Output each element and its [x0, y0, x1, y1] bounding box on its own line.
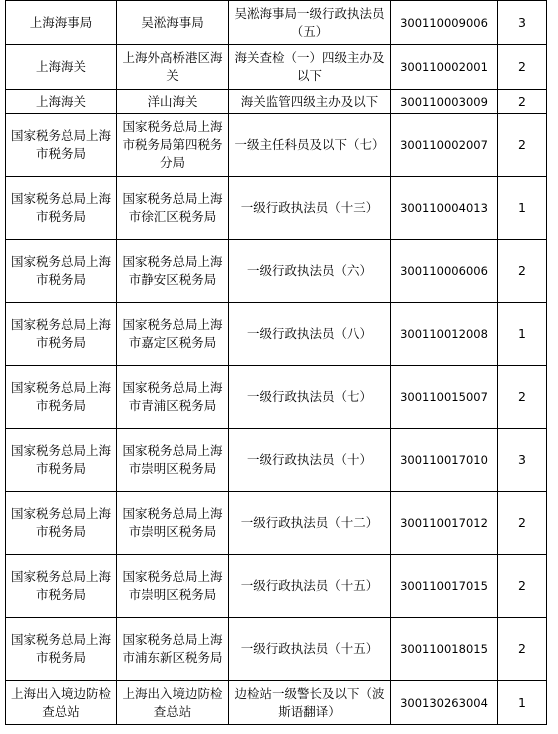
- code-cell: 300110018015: [391, 618, 498, 681]
- table-row: [6, 366, 547, 429]
- position-cell: 一级行政执法员（十二）: [229, 492, 391, 555]
- code-cell: 300110002007: [391, 114, 498, 177]
- table-row: [6, 429, 547, 492]
- count-cell: 3: [498, 1, 547, 45]
- count-cell: 2: [498, 114, 547, 177]
- dept-cell: 国家税务总局上海市税务局: [6, 240, 117, 303]
- count-cell: 2: [498, 366, 547, 429]
- dept-cell: 上海海关: [6, 45, 117, 90]
- position-cell: 一级行政执法员（十）: [229, 429, 391, 492]
- code-cell: 300110006006: [391, 240, 498, 303]
- position-cell: 一级行政执法员（十三）: [229, 177, 391, 240]
- position-cell: 海关查检（一）四级主办及以下: [229, 45, 391, 90]
- unit-cell: 国家税务总局上海市崇明区税务局: [117, 492, 229, 555]
- dept-cell: 国家税务总局上海市税务局: [6, 177, 117, 240]
- table-row: [6, 90, 547, 114]
- code-cell: 300130263004: [391, 681, 498, 725]
- dept-cell: 国家税务总局上海市税务局: [6, 114, 117, 177]
- count-cell: 2: [498, 555, 547, 618]
- count-cell: 2: [498, 240, 547, 303]
- unit-cell: 国家税务总局上海市崇明区税务局: [117, 429, 229, 492]
- table-row: [6, 681, 547, 725]
- unit-cell: 国家税务总局上海市浦东新区税务局: [117, 618, 229, 681]
- code-cell: 300110017015: [391, 555, 498, 618]
- dept-cell: 国家税务总局上海市税务局: [6, 366, 117, 429]
- count-cell: 2: [498, 90, 547, 114]
- code-cell: 300110017010: [391, 429, 498, 492]
- dept-cell: 国家税务总局上海市税务局: [6, 492, 117, 555]
- count-cell: 2: [498, 618, 547, 681]
- recruitment-table: [5, 0, 547, 725]
- dept-cell: 国家税务总局上海市税务局: [6, 303, 117, 366]
- table-row: [6, 303, 547, 366]
- unit-cell: 上海出入境边防检查总站: [117, 681, 229, 725]
- code-cell: 300110015007: [391, 366, 498, 429]
- count-cell: 1: [498, 681, 547, 725]
- count-cell: 1: [498, 303, 547, 366]
- dept-cell: 上海海关: [6, 90, 117, 114]
- unit-cell: 上海外高桥港区海关: [117, 45, 229, 90]
- position-cell: 吴淞海事局一级行政执法员（五）: [229, 1, 391, 45]
- table-row: [6, 618, 547, 681]
- table-row: [6, 45, 547, 90]
- code-cell: 300110012008: [391, 303, 498, 366]
- unit-cell: 吴淞海事局: [117, 1, 229, 45]
- position-cell: 一级行政执法员（八）: [229, 303, 391, 366]
- code-cell: 300110004013: [391, 177, 498, 240]
- count-cell: 2: [498, 45, 547, 90]
- count-cell: 3: [498, 429, 547, 492]
- code-cell: 300110017012: [391, 492, 498, 555]
- position-cell: 边检站一级警长及以下（波斯语翻译）: [229, 681, 391, 725]
- position-cell: 一级行政执法员（十五）: [229, 555, 391, 618]
- dept-cell: 上海出入境边防检查总站: [6, 681, 117, 725]
- dept-cell: 国家税务总局上海市税务局: [6, 618, 117, 681]
- table-row: [6, 492, 547, 555]
- table-row: [6, 1, 547, 45]
- position-cell: 一级行政执法员（十五）: [229, 618, 391, 681]
- unit-cell: 洋山海关: [117, 90, 229, 114]
- table-row: [6, 177, 547, 240]
- code-cell: 300110003009: [391, 90, 498, 114]
- count-cell: 1: [498, 177, 547, 240]
- count-cell: 2: [498, 492, 547, 555]
- position-cell: 一级行政执法员（七）: [229, 366, 391, 429]
- table-row: [6, 240, 547, 303]
- unit-cell: 国家税务总局上海市税务局第四税务分局: [117, 114, 229, 177]
- unit-cell: 国家税务总局上海市崇明区税务局: [117, 555, 229, 618]
- unit-cell: 国家税务总局上海市嘉定区税务局: [117, 303, 229, 366]
- code-cell: 300110009006: [391, 1, 498, 45]
- table-row: [6, 114, 547, 177]
- unit-cell: 国家税务总局上海市静安区税务局: [117, 240, 229, 303]
- dept-cell: 国家税务总局上海市税务局: [6, 429, 117, 492]
- code-cell: 300110002001: [391, 45, 498, 90]
- position-cell: 一级行政执法员（六）: [229, 240, 391, 303]
- position-cell: 海关监管四级主办及以下: [229, 90, 391, 114]
- table-row: [6, 555, 547, 618]
- unit-cell: 国家税务总局上海市徐汇区税务局: [117, 177, 229, 240]
- position-cell: 一级主任科员及以下（七）: [229, 114, 391, 177]
- dept-cell: 国家税务总局上海市税务局: [6, 555, 117, 618]
- dept-cell: 上海海事局: [6, 1, 117, 45]
- unit-cell: 国家税务总局上海市青浦区税务局: [117, 366, 229, 429]
